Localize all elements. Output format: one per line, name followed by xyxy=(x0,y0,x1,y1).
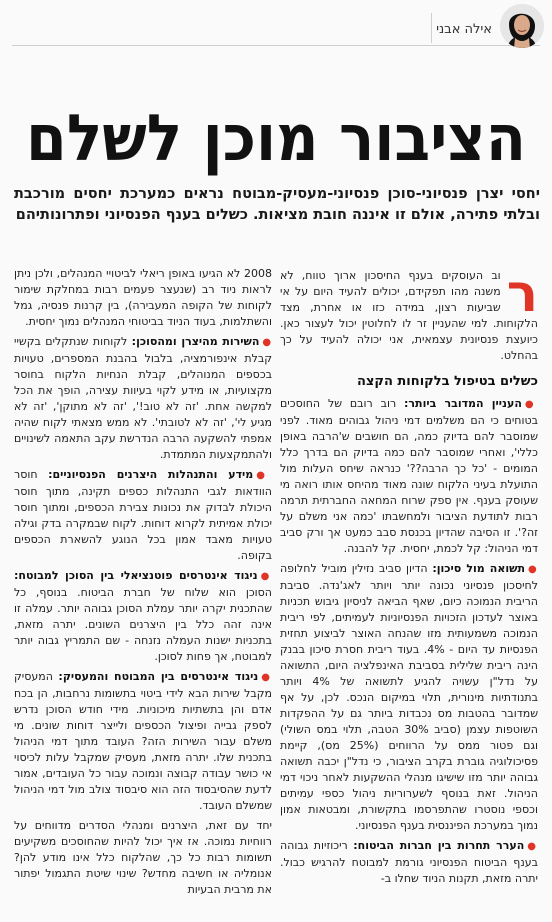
bullet-term: הערר תחרות בין חברות הביטוח: xyxy=(353,839,525,852)
bullet-paragraph xyxy=(14,467,272,564)
bullet-paragraph xyxy=(14,568,272,665)
header-rule xyxy=(12,45,540,46)
avatar-icon xyxy=(500,4,544,48)
bullet-icon: ● xyxy=(261,672,272,683)
bullet-icon: ● xyxy=(262,337,272,348)
bullet-term: מידע והתנהלות היצרנים הפנסיוניים: xyxy=(48,468,254,481)
right-column xyxy=(280,264,538,891)
bullet-paragraph xyxy=(280,396,538,557)
bullet-text: הסוכן הוא שלוח של חברת הביטוח. בנוסף, כל שהתכנית יקרה יותר עמלת הסוכן גבוהה יותר. עמלה זו אינה זהה כלל בין היצרנים השונים. יתרה מזאת, בתכניות ישנות העמלה נזנחה - שם התמריץ גבוה יותר למבוטח, אך פחות לסוכן. xyxy=(14,586,272,663)
bullet-text: רוב רובם של החוסכים בטוחים כי הם משלמים דמי ניהול גבוהים מאוד. לפני שמוסבר להם בדיוק כמה, הם חושבים ש'הרבה באופן כללי', ואחרי שמוסבר להם כמה בדיוק הם בדרך כלל המומים - 'כל כך הרבה??' כנראה שיחס העלות מול התועלת בעיני הלקוח שונה מאוד מהיחס אותו רואה מי שעוסק בענף. אין ספק שרוח המחאה החברתית תרמה רבות לתודעת הציבור ולמחשבתו 'כמה אני משלם על זה?'. זו הסיבה שהדיון בכנסת סבב כמעט אך ורק סביב דמי הניהול: קל לכמת, יחסית. קל להבנה. xyxy=(280,397,538,555)
author-name: אילה אבני xyxy=(436,22,492,37)
left-column xyxy=(14,266,272,902)
section-subheading: כשלים בטיפול בלקוחות הקצה xyxy=(356,374,538,389)
header-separator xyxy=(431,13,432,43)
bullet-term: השירות מהיצרן ומהסוכן: xyxy=(131,335,260,348)
svg-text:הציבור מוכן לשלם: הציבור מוכן לשלם xyxy=(26,102,526,176)
page-header xyxy=(0,0,552,52)
bullet-term: ניגוד אינטרסים בין המבוטח והמעסיק: xyxy=(58,670,259,683)
intro-paragraph xyxy=(280,264,538,364)
article-lead: יחסי יצרן פנסיוני-סוכן פנסיוני-מעסיק-מבוטח נראים כמערכת יחסים מורכבת ובלתי פתירה, אולם זו איננה חובת מציאות. כשלים בענף הפנסיוני ופתרונותיהם xyxy=(14,186,540,223)
bullet-term: ניגוד אינטרסים פוטנציאלי בין הסוכן למבוטח: xyxy=(14,569,258,582)
bullet-text: המעסיק מקבל שירות הבא לידי ביטוי בתשומות נרחבות, הן בכח אדם והן בתשתיות מיכוניות. מידי חודש הסוכן נדרש לספק גבייה ופיצול הכספים ולייצר דוחות שונים. מי משלם עבור השירות הזה? העובד מתוך דמי הניהול בתכנית שלו. יתרה מזאת, מעסיק שמקבל עלות לכיסוי אי כושר עבודה קבוצה ונמוכה עבור כל העובדים, אמור לדעת שהסיבסוד הזה הוא סיבסוד צולב מול דמי הניהול שמשלם העובד. xyxy=(14,670,272,812)
bullet-icon: ● xyxy=(260,571,272,582)
bullet-paragraph xyxy=(14,669,272,814)
bullet-term: תשואה מול סיכון: xyxy=(432,562,525,575)
bullet-paragraph xyxy=(14,334,272,463)
bullet-icon: ● xyxy=(527,841,538,852)
author-photo xyxy=(500,4,544,48)
bullet-paragraph xyxy=(280,838,538,887)
continued-paragraph: 2008 לא הגיעו באופן ריאלי לביטויי המנהלים, ולכן ניתן לראות ניוד רב (שנעצר פעמים רבות במחלקת שימור לקוחות של הקופה המעבירה), בין קרנות פנסיה, גמל והשתלמות, בעוד הניוד בביטוחי המנהלים נמוך יחסית. xyxy=(14,267,272,328)
bullet-text: חוסר הוודאות לגבי התנהלות כספים תקינה, מתוך חוסר היכולת לבדוק את נכונות צבירת הכספים, ומתוך חוסר יכולת אמיתית לקרוא דוחות. לקוח שבמקרה בדק וגילה טעויות מאבד אמון בכל הנוגע להשארת הכספים בקופה. xyxy=(14,468,272,562)
intro-text: וב העוסקים בענף החיסכון ארוך טווח, לא משנה מהו תפקידם, יכולים להעיד היום על אי שביעות רצון, במידה כזו או אחרת, מצד הלקוחות. למי שהעניין זר לו לחלוטין יכול לעצור כאן. כיועצת פנסיונית עצמאית, אני יכולה להעיד על כך בהחלט. xyxy=(280,269,538,362)
bullet-icon: ● xyxy=(528,564,538,575)
bullet-icon: ● xyxy=(524,399,538,410)
article-title xyxy=(0,100,552,178)
drop-cap: ר xyxy=(506,264,538,324)
bullet-text: הדיון סביב נזילין מוביל לחלופה לחיסכון פנסיוני נכונה יותר ויותר לאג'נדה. סביבת הריבית הנמוכה כיום, שאף הביאה לניסיון גיבוש תכניות באוצר לעדכון הזכויות הפנסיוניות לעמיתים, לפי ריבית הנמוכה משמעותית מזו שהנחה האוצר לביצוע תחזית הפנסיות עד היום - 4%. בעוד ריבית חסרת סיכון בבנק הינה ריבית שלילית בסביבת האינפלציה היום, התשואה על נדל"ן עשויה להגיע לתשואה של 4% ויותר בתנודתיות מינורית, תלוי במיקום הנכס. לכן, על אף שמדובר בהטבות מס נכבדות ביותר גם על ההפקדות השוטפות עצמן (סביב 30% הטבה, תלוי במס השולי) וגם פטור ממס על הרווחים (25% מס), קיימת פסיכולוגיה גוברת בקרב הציבור, כי נדל"ן יכבה תשואה גבוהה יותר מזו שישיגו מנהלי ההשקעות לאחר ניכוי דמי הניהול. זאת בנוסף לשערוריות ניהול כספי עמיתים וכספי נוסטרו שהתפרסמו בתקשורת, ומבטאות אמון נמוך במערכת הפיננסית בענף הפנסיוני. xyxy=(280,562,538,832)
bullet-icon: ● xyxy=(256,470,272,481)
bullet-paragraph xyxy=(280,561,538,834)
closing-paragraph: יחד עם זאת, היצרנים ומנהלי הסדרים מדווחים על רווחיות נמוכה. אז איך יכול להיות שהחוסכים משקיעים תשומות רבות כל כך, שהלקוח כלל אינו מודע להן? אנומליה או חשיבה מחדש? שינוי שיטת התגמול יפתור את מרבית הבעיות xyxy=(14,819,272,896)
bullet-text: לקוחות שנתקלים בקשיי קבלת אינפורמציה, בלבול בהבנת המספרים, טעויות בכספים המנוהלים, קבלת הנחיות הלקוח בחוסר מקצועיות, או מידע לקוי בעיוות עצירה, הופך את הכל למקשה אחת. 'זה לא טוב!', 'זה לא מתוקן', 'זה לא מגיע לי', 'זה לא לטובתי'. לא ממש מצאתי לקוח שהיה אמפתי להשקעה הרבה הנדרשת עקב התאמה לשינויים ולהתמקצעות המתמדת. xyxy=(14,335,272,461)
bullet-text: ריכוזיות גבוהה בענף הביטוח הפנסיוני גורמת למבוטח להרגיש כבול. יתרה מזאת, תקנות הניוד שחלו ב- xyxy=(280,839,538,885)
bullet-term: העניין המדובר ביותר: xyxy=(404,397,522,410)
